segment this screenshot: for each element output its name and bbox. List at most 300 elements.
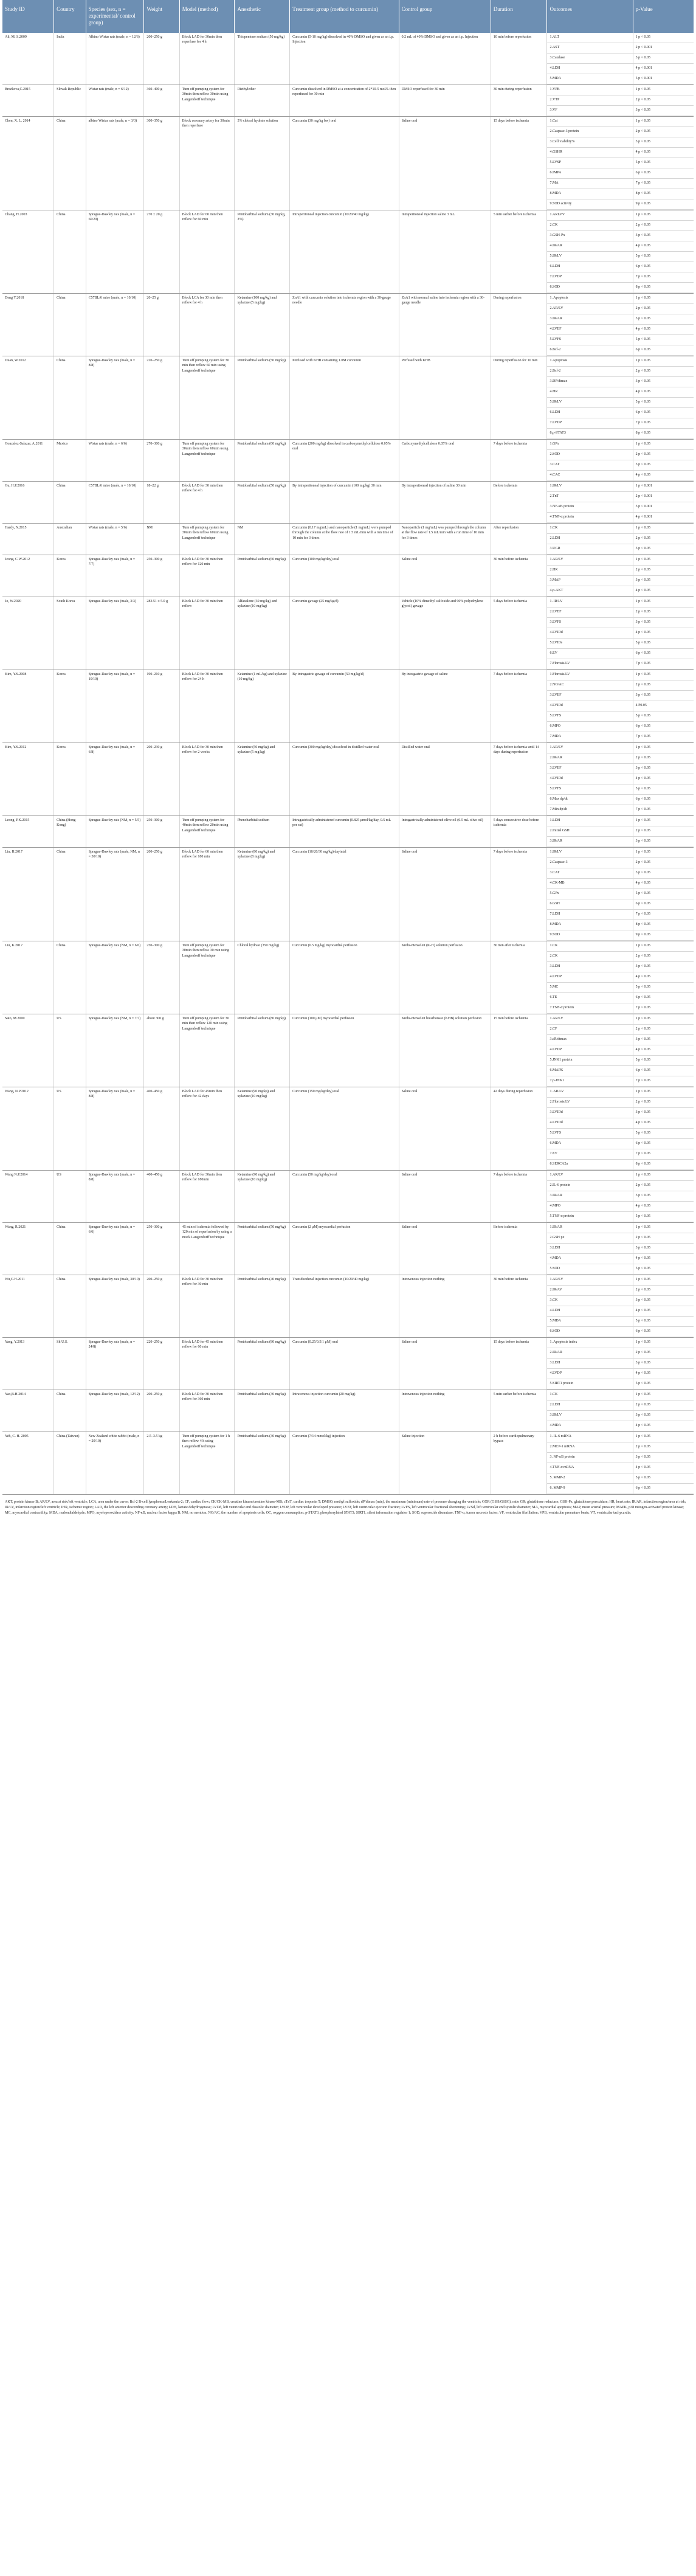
species-cell: C57BL/6 mice (male, n = 10/10) bbox=[86, 294, 144, 356]
outcome-item: 1.AR/LV bbox=[547, 1171, 632, 1181]
outcome-item: 3.NF-κB protein bbox=[547, 502, 632, 513]
model-cell: Block LAD for 30min then reperfuse for 4 h bbox=[179, 33, 235, 85]
control-cell: 0.2 mL of 40% DMSO and given as an i.p. Injection bbox=[399, 33, 491, 85]
p-value-item: 5 p < 0.05 bbox=[633, 889, 694, 899]
table-row bbox=[2, 524, 694, 555]
p-value-item: 6 p < 0.05 bbox=[633, 649, 694, 659]
model-cell: Block LAD for 45 min then reflow for 60 min bbox=[179, 1338, 235, 1390]
p-value-item: 7 p < 0.05 bbox=[633, 805, 694, 815]
p-value-item: 3 p < 0.05 bbox=[633, 1035, 694, 1045]
duration-cell: 5 min earlier before ischemia bbox=[491, 210, 547, 294]
table-row bbox=[2, 85, 694, 117]
study-id-cell: Wang, N.P.2012 bbox=[2, 1087, 54, 1171]
duration-cell: 5 days before ischemia bbox=[491, 597, 547, 670]
outcome-item: 3.Cell viability% bbox=[547, 137, 632, 148]
treatment-cell: By intraperitoneal injection of curcumin (100 mg/kg) 30 min bbox=[290, 482, 399, 524]
weight-cell: 200–230 g bbox=[144, 743, 179, 816]
model-cell: Block LAD for 30 min then reflow for 2 weeks bbox=[179, 743, 235, 816]
treatment-cell: Curcumin (100 mg/kg/day) oral bbox=[290, 555, 399, 597]
table-row bbox=[2, 210, 694, 294]
outcome-item: 1.Fibrosis/LV bbox=[547, 670, 632, 680]
control-cell: Saline oral bbox=[399, 117, 491, 210]
header-weight: Weight bbox=[144, 0, 179, 33]
p-value-item: 2 p < 0.05 bbox=[633, 1401, 694, 1411]
outcome-item: 7.LVDP bbox=[547, 272, 632, 283]
p-value-item: 2 p < 0.05 bbox=[633, 367, 694, 377]
outcome-item: 2.NO/AC bbox=[547, 680, 632, 691]
control-cell: Saline oral bbox=[399, 555, 491, 597]
table-row bbox=[2, 743, 694, 816]
model-cell: Block LAD for 30min then reflow for 180min bbox=[179, 1171, 235, 1223]
p-value-list-cell bbox=[633, 1014, 694, 1087]
anesthetic-cell: Thiopentone sodium (50 mg/kg) bbox=[235, 33, 290, 85]
model-cell: Turn off pumping system for 30min then reflow 30 min using Langendorff technique bbox=[179, 941, 235, 1014]
species-cell: Wistar rats (male, n = 6/6) bbox=[86, 440, 144, 482]
control-cell: ZnA1 with normal saline into ischemia region with a 30-gauge needle bbox=[399, 294, 491, 356]
outcome-item: 4.CK-MB bbox=[547, 879, 632, 889]
p-value-item: 2 p < 0.05 bbox=[633, 1181, 694, 1191]
p-value-item: 1 p < 0.05 bbox=[633, 356, 694, 367]
p-value-item: 2 p < 0.05 bbox=[633, 680, 694, 691]
outcome-list-cell bbox=[547, 210, 633, 294]
outcome-list-cell bbox=[547, 816, 633, 848]
p-value-item: 7 p < 0.05 bbox=[633, 1149, 694, 1160]
outcome-item: 1.ALT bbox=[547, 33, 632, 43]
anesthetic-cell: Pentobarbital sodium (60 mg/kg) bbox=[235, 440, 290, 482]
outcome-item: 4.CAC bbox=[547, 471, 632, 481]
table-footnote: AKT, protein kinase B; AR/LV, area at risk/left ventricle; LCA, area under the curve; Bcl-2 B-cell lymphoma/Leukemia-2; CF, cardiac flow; CK/CK-MB, creatine kinase/creatine kinase-MB; cTnT, cardiac troponin T; DMSO, methyl sulfoxide; dP/dtmax (min), the maximum (minimum) rate of pressure changing the ventricle; GGR (GSH/GSSG), ratio GR; glutathione reductase; GSH-Px, glutathione peroxidase; HR, heart rate; IR/AR, infarction region/area at risk; IR/LV, infarction region/left ventricle; IHR, ischemic region; LAD, the left anterior descending coronary artery; LDH, lactate dehydrogenase; LVDd, left ventricular end diastolic diameter; LVDP, left ventricular developed pressure; LVEF, left ventricular ejection fraction; LVFS, left ventricular fractional shortening; LVSd, left ventricular end systolic diameter; MA, myocardial apoptosis; MAP, mean arterial pressure; MAPK, p38 mitogen-activated protein kinase; MC, myocardial contractility; MDA, malondialdehyde; MPO, myeloperoxidase activity; NF-κB, nuclear factor kappa B; NM, no mention; NO/AC, the number of apoptosis cells; OC, oxygen consumption; p-STAT3, phosphorylated STAT3; SIRT1, silent information regulator 1; SOD, superoxide dismutase; TNF-α, tumor necrosis factor; VF, ventricular fibrillation; VPB, ventricular premature beats; VT, ventricular tachycardia. bbox=[5, 1500, 686, 1515]
treatment-cell: Intragastrically administered curcumin (0.825 μmol/kg/day, 0.5 mL per rat) bbox=[290, 816, 399, 848]
outcome-list-cell bbox=[547, 1390, 633, 1432]
study-id-cell: Duan, W.2012 bbox=[2, 356, 54, 440]
weight-cell: 220–250 g bbox=[144, 356, 179, 440]
study-id-cell: Jeong, C.W.2012 bbox=[2, 555, 54, 597]
anesthetic-cell: Ketamine (80 mg/kg) and xylazine (8 mg/kg) bbox=[235, 848, 290, 941]
duration-cell: 30 min during reperfusion bbox=[491, 85, 547, 117]
outcome-item: 1.Cat bbox=[547, 117, 632, 127]
control-cell: Intravenous injection nothing bbox=[399, 1390, 491, 1432]
outcome-item: 1.IR/LV bbox=[547, 482, 632, 492]
header-country: Country bbox=[54, 0, 86, 33]
p-value-list-cell bbox=[633, 1171, 694, 1223]
outcome-item: 1.CK bbox=[547, 1390, 632, 1401]
p-value-item: 4 p < 0.05 bbox=[633, 471, 694, 481]
outcome-list-cell bbox=[547, 1275, 633, 1338]
species-cell: Sprague-Dawley rats (male, n = 8/8) bbox=[86, 356, 144, 440]
p-value-item: 2 p < 0.05 bbox=[633, 304, 694, 314]
outcome-item: 6. MMP-9 bbox=[547, 1484, 632, 1494]
treatment-cell: Perfused with KHB containing 1.0M curcumin bbox=[290, 356, 399, 440]
outcome-item: 5.LVFS bbox=[547, 1129, 632, 1139]
model-cell: Block LAD for 30 min then reflow bbox=[179, 597, 235, 670]
country-cell: China (Hong Kong) bbox=[54, 816, 86, 848]
outcome-item: 3.CK bbox=[547, 1296, 632, 1306]
outcome-item: 4.LVIDd bbox=[547, 1118, 632, 1129]
p-value-item: 7 p < 0.05 bbox=[633, 179, 694, 189]
p-value-item: 2 p < 0.05 bbox=[633, 127, 694, 137]
p-value-item: 5 p < 0.05 bbox=[633, 1379, 694, 1390]
outcome-item: 6.MDA bbox=[547, 1139, 632, 1149]
outcome-item: 2.Caspase-3 bbox=[547, 858, 632, 868]
p-value-item: 1 p < 0.05 bbox=[633, 670, 694, 680]
outcome-item: 6.TE bbox=[547, 993, 632, 1003]
outcome-list-cell bbox=[547, 440, 633, 482]
table-row bbox=[2, 1432, 694, 1495]
species-cell: Sprague-Dawley rats (NM, n = 7/7) bbox=[86, 1014, 144, 1087]
p-value-item: 2 p < 0.05 bbox=[633, 952, 694, 962]
duration-cell: Before ischemia bbox=[491, 1223, 547, 1275]
outcome-item: 3.LVIDd bbox=[547, 1108, 632, 1118]
model-cell: Block LAD for 30 min then reflow for 4 h bbox=[179, 482, 235, 524]
outcome-item: 5.IR/LV bbox=[547, 252, 632, 262]
control-cell: DMSO reperfused for 30 min bbox=[399, 85, 491, 117]
p-value-item: 3 p < 0.05 bbox=[633, 1108, 694, 1118]
species-cell: Sprague-Dawley rats (male, NM, n = 30/10) bbox=[86, 848, 144, 941]
country-cell: South Korea bbox=[54, 597, 86, 670]
study-id-cell: Gonzalez-Salazar, A.2011 bbox=[2, 440, 54, 482]
outcome-item: 3.UGR bbox=[547, 544, 632, 555]
outcome-item: 2.CK bbox=[547, 952, 632, 962]
table-row bbox=[2, 33, 694, 85]
anesthetic-cell: Pentobarbital sodium (60 mg/kg) bbox=[235, 555, 290, 597]
control-cell: Saline injection bbox=[399, 1432, 491, 1495]
table-row bbox=[2, 555, 694, 597]
control-cell: Saline oral bbox=[399, 1087, 491, 1171]
duration-cell: 30 min after ischemia bbox=[491, 941, 547, 1014]
species-cell: Sprague-Dawley rats (NM, n = 5/5) bbox=[86, 816, 144, 848]
p-value-list-cell bbox=[633, 524, 694, 555]
p-value-item: 5 p < 0.05 bbox=[633, 1264, 694, 1275]
outcome-item: 3.IR/AR bbox=[547, 314, 632, 325]
p-value-item: 1 p < 0.05 bbox=[633, 848, 694, 858]
p-value-item: 1 p < 0.05 bbox=[633, 1275, 694, 1286]
p-value-list-cell bbox=[633, 597, 694, 670]
p-value-item: 4 p < 0.05 bbox=[633, 1254, 694, 1264]
weight-cell: 400–450 g bbox=[144, 1171, 179, 1223]
country-cell: Korea bbox=[54, 743, 86, 816]
p-value-item: 7 p < 0.05 bbox=[633, 1076, 694, 1087]
outcome-list-cell bbox=[547, 555, 633, 597]
study-id-cell: Deng Y.2018 bbox=[2, 294, 54, 356]
p-value-item: 3 p < 0.05 bbox=[633, 868, 694, 879]
anesthetic-cell: Pentobarbital sodium (50 mg/kg) bbox=[235, 482, 290, 524]
outcome-item: 2.HR bbox=[547, 566, 632, 576]
anesthetic-cell: Pentobarbital sodium (40 mg/kg) bbox=[235, 1275, 290, 1338]
table-row bbox=[2, 294, 694, 356]
weight-cell: 200–250 g bbox=[144, 33, 179, 85]
outcome-item: 2.Bcl-2 bbox=[547, 367, 632, 377]
model-cell: Block LAD for 60 min then reflow for 180 min bbox=[179, 848, 235, 941]
duration-cell: 7 days before ischemia bbox=[491, 440, 547, 482]
species-cell: Sprague-Dawley rats (male, n = 8/8) bbox=[86, 1171, 144, 1223]
outcome-item: 1.CK bbox=[547, 524, 632, 534]
anesthetic-cell: Diethylether bbox=[235, 85, 290, 117]
outcome-item: 5.MDA bbox=[547, 1317, 632, 1327]
p-value-item: 1 p < 0.05 bbox=[633, 1087, 694, 1098]
outcome-item: 3.IR/LV bbox=[547, 1411, 632, 1421]
p-value-item: 1 p < 0.05 bbox=[633, 117, 694, 127]
model-cell: Block LAD for 30 min then reflow for 30 min bbox=[179, 1275, 235, 1338]
weight-cell: 200–250 g bbox=[144, 1275, 179, 1338]
outcome-list-cell bbox=[547, 524, 633, 555]
outcome-item: 4.TNF-α mRNA bbox=[547, 1463, 632, 1473]
duration-cell: 7 days before ischemia until 14 days during reperfusion bbox=[491, 743, 547, 816]
p-value-item: 4 p < 0.05 bbox=[633, 387, 694, 398]
duration-cell: 5 days consecutive dose before ischemia bbox=[491, 816, 547, 848]
p-value-item: 2 p < 0.05 bbox=[633, 1233, 694, 1244]
p-value-item: 2 p < 0.001 bbox=[633, 492, 694, 502]
outcome-item: 6.SOD bbox=[547, 1327, 632, 1337]
weight-cell: 360–400 g bbox=[144, 85, 179, 117]
model-cell: Turn off pumping system for 30min then reflow 60min using Langendorff technique bbox=[179, 524, 235, 555]
p-value-item: 5 p < 0.05 bbox=[633, 639, 694, 649]
header-model: Model (method) bbox=[179, 0, 235, 33]
p-value-list-cell bbox=[633, 1223, 694, 1275]
outcome-item: 2.AST bbox=[547, 43, 632, 54]
p-value-item: 3 p < 0.05 bbox=[633, 576, 694, 586]
country-cell: China bbox=[54, 1390, 86, 1432]
control-cell: Intragastrically administered olive oil (0.5 mL olive oil) bbox=[399, 816, 491, 848]
weight-cell: 220–250 g bbox=[144, 1338, 179, 1390]
outcome-item: 3.DP/dtmax bbox=[547, 377, 632, 387]
outcome-item: 1.AR/LV bbox=[547, 1014, 632, 1025]
p-value-item: 2 p < 0.05 bbox=[633, 858, 694, 868]
study-id-cell: Chang, H.2003 bbox=[2, 210, 54, 294]
treatment-cell: Curcumin (5-10 mg/kg) dissolved in 40% DMSO and given as an i.p. Injection bbox=[290, 33, 399, 85]
treatment-cell: Curcumin (50 mg/kg/day) oral bbox=[290, 1171, 399, 1223]
outcome-item: 2.CK bbox=[547, 221, 632, 231]
weight-cell: 200–250 g bbox=[144, 848, 179, 941]
model-cell: Block LAD for 30 min then reflow for 120 min bbox=[179, 555, 235, 597]
p-value-item: 5 p < 0.05 bbox=[633, 252, 694, 262]
p-value-item: 5 p < 0.05 bbox=[633, 784, 694, 795]
outcome-item: 7.MDA bbox=[547, 732, 632, 743]
weight-cell: 190–210 g bbox=[144, 670, 179, 743]
outcome-item: 8.MDA bbox=[547, 189, 632, 199]
country-cell: US bbox=[54, 1171, 86, 1223]
p-value-item: 1 p < 0.05 bbox=[633, 1223, 694, 1233]
p-value-item: 5 p < 0.05 bbox=[633, 983, 694, 993]
outcome-item: 1. AR/LV bbox=[547, 1087, 632, 1098]
header-duration: Duration bbox=[491, 0, 547, 33]
outcome-item: 9.SOD bbox=[547, 930, 632, 941]
outcome-item: 3.LDH bbox=[547, 962, 632, 972]
outcome-list-cell bbox=[547, 482, 633, 524]
p-value-item: 4 p < 0.05 bbox=[633, 1421, 694, 1432]
p-value-item: 4 p < 0.05 bbox=[633, 774, 694, 784]
p-value-item: 1 p < 0.05 bbox=[633, 597, 694, 608]
duration-cell: During reperfusion for 10 min bbox=[491, 356, 547, 440]
species-cell: Sprague-Dawley rats (male, n = 60/20) bbox=[86, 210, 144, 294]
p-value-item: 7 p < 0.05 bbox=[633, 1003, 694, 1014]
outcome-item: 1.IR/AR bbox=[547, 1223, 632, 1233]
model-cell: 45 min of ischemia followed by 120 min of reperfusion by using a mock Langendorff technique bbox=[179, 1223, 235, 1275]
p-value-item: 1 p < 0.05 bbox=[633, 743, 694, 753]
p-value-item: 8 p < 0.05 bbox=[633, 1160, 694, 1170]
p-value-list-cell bbox=[633, 670, 694, 743]
p-value-item: 5 p < 0.05 bbox=[633, 335, 694, 345]
table-row bbox=[2, 816, 694, 848]
p-value-item: 4 p < 0.05 bbox=[633, 325, 694, 335]
species-cell: albino Wistar rats (male, n = 3/3) bbox=[86, 117, 144, 210]
outcome-item: 3.GSH-Px bbox=[547, 231, 632, 241]
p-value-item: 7 p < 0.05 bbox=[633, 418, 694, 429]
p-value-item: 6 p < 0.05 bbox=[633, 1484, 694, 1494]
outcome-item: 7.EV bbox=[547, 1149, 632, 1160]
outcome-list-cell bbox=[547, 1087, 633, 1171]
outcome-list-cell bbox=[547, 294, 633, 356]
outcome-item: 5.LVIDs bbox=[547, 639, 632, 649]
outcome-item: 2.IR/AV bbox=[547, 1286, 632, 1296]
species-cell: Sprague-Dawley rats (male, n = 6/8) bbox=[86, 743, 144, 816]
p-value-item: 2 p < 0.05 bbox=[633, 1098, 694, 1108]
model-cell: Turn off pumping system for 40min then reflow 20min using Langendorff technique bbox=[179, 816, 235, 848]
species-cell: Sprague-Dawley rats (male, 3/3) bbox=[86, 597, 144, 670]
p-value-item: 2 p < 0.05 bbox=[633, 753, 694, 764]
outcome-item: 2.TnT bbox=[547, 492, 632, 502]
p-value-item: 3 p < 0.05 bbox=[633, 1244, 694, 1254]
outcome-item: 2.LDH bbox=[547, 1401, 632, 1411]
anesthetic-cell: Ketamine (50 mg/kg) and xylazine (5 mg/kg) bbox=[235, 743, 290, 816]
study-id-cell: Kim, Y.S.2008 bbox=[2, 670, 54, 743]
header-anesthetic: Anesthetic bbox=[235, 0, 290, 33]
country-cell: Australian bbox=[54, 524, 86, 555]
table-row bbox=[2, 1390, 694, 1432]
outcome-item: 1.GPx bbox=[547, 440, 632, 450]
table-row bbox=[2, 670, 694, 743]
outcome-item: 6.LDH bbox=[547, 408, 632, 418]
p-value-item: 5 p < 0.001 bbox=[633, 74, 694, 85]
weight-cell: 300–350 g bbox=[144, 117, 179, 210]
p-value-item: 4.P0.05 bbox=[633, 701, 694, 712]
outcome-item: 4.LDH bbox=[547, 1306, 632, 1317]
outcome-item: 5.GPx bbox=[547, 889, 632, 899]
outcome-list-cell bbox=[547, 117, 633, 210]
duration-cell: Before ischemia bbox=[491, 482, 547, 524]
p-value-item: 1 p < 0.05 bbox=[633, 555, 694, 566]
header-study-id: Study ID bbox=[2, 0, 54, 33]
study-id-cell: Chen, X. L. 2014 bbox=[2, 117, 54, 210]
outcome-item: 8.SERCA2a bbox=[547, 1160, 632, 1170]
p-value-item: 4 p < 0.05 bbox=[633, 1463, 694, 1473]
treatment-cell: Curcumin (0.17 mg/mL) and nanoparticle (1 mg/mL) were pumped through the column at the flow rate of 1.5 mL/min with a run time of 10 min for 3 times bbox=[290, 524, 399, 555]
outcome-item: 4.p-AKT bbox=[547, 586, 632, 597]
weight-cell: 250–300 g bbox=[144, 941, 179, 1014]
outcome-list-cell bbox=[547, 1223, 633, 1275]
weight-cell: 200–250 g bbox=[144, 1390, 179, 1432]
treatment-cell: Curcumin (300 mg/kg/day) dissolved in distilled water oral bbox=[290, 743, 399, 816]
p-value-item: 3 p < 0.05 bbox=[633, 231, 694, 241]
table-row bbox=[2, 1087, 694, 1171]
table-row bbox=[2, 941, 694, 1014]
country-cell: China bbox=[54, 117, 86, 210]
treatment-cell: ZnA1 with curcumin solution into ischemia region with a 30-gauge needle bbox=[290, 294, 399, 356]
weight-cell: 400–450 g bbox=[144, 1087, 179, 1171]
country-cell: China (Taiwan) bbox=[54, 1432, 86, 1495]
study-id-cell: Liu, H.2017 bbox=[2, 848, 54, 941]
outcome-item: 8.SOD bbox=[547, 283, 632, 293]
treatment-cell: Curcumin (200 mg/kg) dissolved in carboxymethylcellulose 0.05% oral bbox=[290, 440, 399, 482]
model-cell: Turn off pumping system for 30 min then reflow 120 min using Langendorff technique bbox=[179, 1014, 235, 1087]
outcome-item: 2.LVEF bbox=[547, 608, 632, 618]
outcome-item: 3.VF bbox=[547, 106, 632, 116]
p-value-item: 8 p < 0.05 bbox=[633, 920, 694, 930]
outcome-item: 7.Fibrosis/LV bbox=[547, 659, 632, 670]
treatment-cell: Curcumin (0.25/0.5/1 μM) oral bbox=[290, 1338, 399, 1390]
outcome-item: 1.LDH bbox=[547, 816, 632, 826]
p-value-item: 9 p < 0.05 bbox=[633, 199, 694, 210]
p-value-item: 6 p < 0.05 bbox=[633, 993, 694, 1003]
p-value-item: 3 p < 0.05 bbox=[633, 460, 694, 471]
outcome-list-cell bbox=[547, 941, 633, 1014]
anesthetic-cell: Pentobarbital sodium (80 mg/kg) bbox=[235, 1014, 290, 1087]
country-cell: Slovak Republic bbox=[54, 85, 86, 117]
outcome-item: 7.TNF-α protein bbox=[547, 1003, 632, 1014]
table-body bbox=[2, 33, 694, 1495]
study-id-cell: Ali, M. S.2009 bbox=[2, 33, 54, 85]
treatment-cell: Curcumin (2 μM) myocardial perfusion bbox=[290, 1223, 399, 1275]
outcome-item: 2.SOD bbox=[547, 450, 632, 460]
duration-cell: 5 min earlier before ischemia bbox=[491, 1390, 547, 1432]
treatment-cell: Curcumin dissolved in DMSO at a concentration of 2*10-5 mol/L then reperfused for 30 min bbox=[290, 85, 399, 117]
p-value-item: 5 p < 0.05 bbox=[633, 1317, 694, 1327]
treatment-cell: By intragastric gavage of curcumin (50 mg/kg/d) bbox=[290, 670, 399, 743]
outcome-item: 2.Fibrosis/LV bbox=[547, 1098, 632, 1108]
outcome-item: 2.VTP bbox=[547, 95, 632, 106]
outcome-item: 1.CK bbox=[547, 941, 632, 952]
weight-cell: NM bbox=[144, 524, 179, 555]
p-value-item: 1 p < 0.05 bbox=[633, 524, 694, 534]
table-row bbox=[2, 597, 694, 670]
outcome-item: 5.SOD bbox=[547, 1264, 632, 1275]
p-value-item: 3 p < 0.05 bbox=[633, 962, 694, 972]
treatment-cell: Curcumin (100 μM) myocardial perfusion bbox=[290, 1014, 399, 1087]
p-value-list-cell bbox=[633, 848, 694, 941]
model-cell: Block LAD for 30 min then reflow for 360 min bbox=[179, 1390, 235, 1432]
species-cell: Wistar rats (male, n = 6/12) bbox=[86, 85, 144, 117]
study-id-cell: Liu, K.2017 bbox=[2, 941, 54, 1014]
p-value-item: 7 p < 0.05 bbox=[633, 659, 694, 670]
outcome-item: 1. IR/LV bbox=[547, 597, 632, 608]
p-value-item: 5 p < 0.05 bbox=[633, 1212, 694, 1222]
table-row bbox=[2, 482, 694, 524]
p-value-item: 7 p < 0.05 bbox=[633, 732, 694, 743]
country-cell: Mexico bbox=[54, 440, 86, 482]
p-value-item: 2 p < 0.05 bbox=[633, 608, 694, 618]
p-value-item: 5 p < 0.05 bbox=[633, 158, 694, 168]
p-value-item: 1 p < 0.05 bbox=[633, 85, 694, 95]
table-row bbox=[2, 1171, 694, 1223]
study-id-cell: Wang N.P.2014 bbox=[2, 1171, 54, 1223]
outcome-item: 4.TNF-α protein bbox=[547, 513, 632, 523]
model-cell: Block LAD for 45min then reflow for 42 days bbox=[179, 1087, 235, 1171]
outcome-item: 3.LVEF bbox=[547, 764, 632, 774]
outcome-item: 1.ARLVV bbox=[547, 210, 632, 221]
anesthetic-cell: NM bbox=[235, 524, 290, 555]
study-id-cell: Wang, R.2021 bbox=[2, 1223, 54, 1275]
p-value-item: 3 p < 0.05 bbox=[633, 544, 694, 555]
treatment-cell: Curcumin (150 mg/kg/day) oral bbox=[290, 1087, 399, 1171]
country-cell: China bbox=[54, 1223, 86, 1275]
duration-cell: 15 days before ischemia bbox=[491, 1338, 547, 1390]
country-cell: US bbox=[54, 1087, 86, 1171]
p-value-item: 4 p < 0.05 bbox=[633, 879, 694, 889]
outcome-item: 6.Max dp/dt bbox=[547, 795, 632, 805]
weight-cell: 2.5–3.5 kg bbox=[144, 1432, 179, 1495]
outcome-item: 3.LDH bbox=[547, 1244, 632, 1254]
duration-cell: 2 h before cardiopulmonary bypass bbox=[491, 1432, 547, 1495]
p-value-item: 6 p < 0.05 bbox=[633, 345, 694, 356]
